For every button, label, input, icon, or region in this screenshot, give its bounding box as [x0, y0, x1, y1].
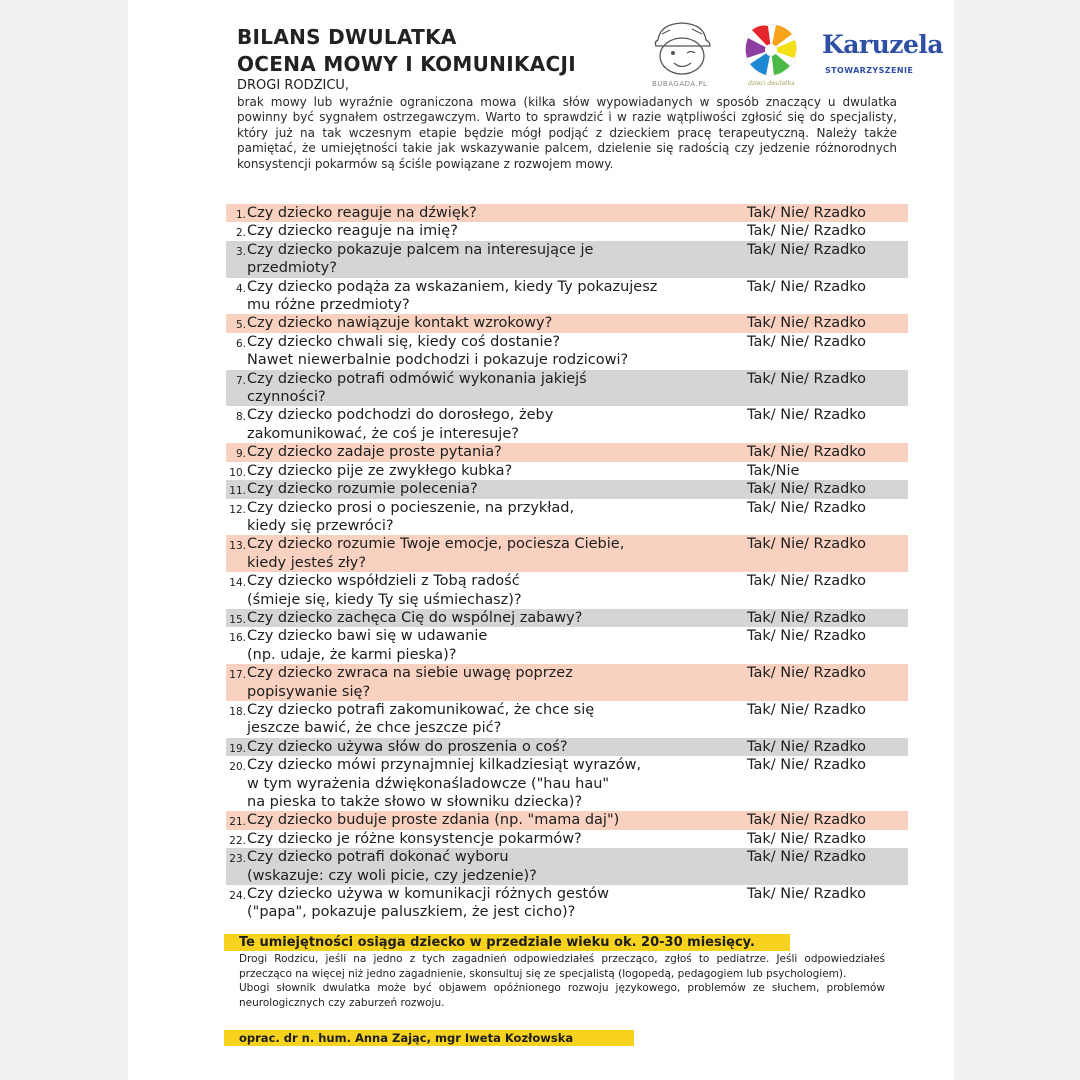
footer-note-consult: Drogi Rodzicu, jeśli na jedno z tych zagadnień odpowiedziałeś przecząco, zgłoś to pediatrze. Jeśli odpowiedziałeś przecząco na więcej niż jedno zagadnienie, skonsultuj się ze specjalistą (logopedą, pedagogiem lub psychologiem).: [239, 953, 885, 980]
question-number: 21.: [229, 816, 246, 829]
question-text: Czy dziecko buduje proste zdania (np. "mama daj"): [247, 812, 620, 829]
answer-options: Tak/ Nie/ Rzadko: [747, 481, 867, 498]
question-text: Czy dziecko zadaje proste pytania?: [247, 444, 502, 461]
question-number: 22.: [229, 834, 246, 847]
footer-note-vocabulary: Ubogi słownik dwulatka może być objawem opóźnionego rozwoju językowego, problemów ze słuchem, problemów neurologicznych czy zaburzeń rozwoju.: [239, 982, 885, 1009]
question-row: [226, 627, 908, 664]
question-text: Czy dziecko podchodzi do dorosłego, żeby zakomunikować, że coś je interesuje?: [247, 407, 554, 442]
answer-options: Tak/ Nie/ Rzadko: [747, 370, 867, 387]
question-row: [226, 443, 908, 461]
question-row: [226, 664, 908, 701]
question-row: [226, 811, 908, 829]
question-number: 1.: [235, 209, 246, 221]
page-subtitle: OCENA MOWY I KOMUNIKACJI: [237, 52, 576, 76]
bubagada-logo-label: BUBAGADA.PL: [652, 80, 708, 88]
question-text: Czy dziecko mówi przynajmniej kilkadziesiąt wyrazów, w tym wyrażenia dźwiękonaśladowcze ("hau hau" na pieska to także słowo w słowniku dziecka)?: [247, 757, 642, 810]
question-number: 23.: [229, 853, 246, 866]
answer-options: Tak/ Nie/ Rzadko: [747, 701, 867, 718]
question-row: [226, 314, 908, 332]
question-row: [226, 885, 908, 922]
question-text: Czy dziecko zwraca na siebie uwagę poprzez popisywanie się?: [247, 665, 573, 700]
question-number: 13.: [229, 540, 246, 553]
answer-options: Tak/ Nie/ Rzadko: [747, 665, 867, 682]
question-row: [226, 278, 908, 315]
answer-options: Tak/ Nie/ Rzadko: [747, 407, 867, 424]
question-row: [226, 848, 908, 885]
question-number: 19.: [229, 742, 246, 755]
question-text: Czy dziecko używa w komunikacji różnych gestów ("papa", pokazuje paluszkiem, że jest cicho)?: [247, 886, 609, 921]
question-number: 4.: [235, 282, 246, 295]
answer-options: Tak/ Nie/ Rzadko: [747, 849, 867, 866]
question-row: [226, 738, 908, 756]
answer-options: Tak/ Nie/ Rzadko: [747, 278, 867, 295]
question-text: Czy dziecko rozumie Twoje emocje, pociesza Ciebie, kiedy jesteś zły?: [247, 536, 625, 571]
question-text: Czy dziecko pokazuje palcem na interesujące je przedmioty?: [247, 241, 594, 277]
answer-options: Tak/ Nie/ Rzadko: [747, 241, 867, 258]
question-text: Czy dziecko reaguje na imię?: [247, 223, 458, 240]
question-text: Czy dziecko podąża za wskazaniem, kiedy Ty pokazujesz mu różne przedmioty?: [247, 278, 658, 314]
question-number: 5.: [235, 319, 246, 332]
question-row: [226, 204, 908, 222]
answer-options: Tak/ Nie/ Rzadko: [747, 738, 867, 755]
hands-logo-icon: [742, 22, 800, 78]
question-number: 16.: [229, 632, 246, 645]
question-text: Czy dziecko pije ze zwykłego kubka?: [247, 462, 513, 479]
hands-logo-label: dzieci dwulatka: [748, 80, 795, 87]
question-text: Czy dziecko prosi o pocieszenie, na przykład, kiedy się przewróci?: [247, 499, 575, 534]
author-credit: oprac. dr n. hum. Anna Zając, mgr Iweta Kozłowska: [239, 1031, 574, 1045]
question-text: Czy dziecko chwali się, kiedy coś dostanie? Nawet niewerbalnie podchodzi i pokazuje rodzicowi?: [247, 333, 629, 369]
question-text: Czy dziecko zachęca Cię do wspólnej zabawy?: [247, 609, 583, 626]
question-number: 11.: [229, 485, 246, 498]
intro-paragraph: brak mowy lub wyraźnie ograniczona mowa (kilka słów wypowiadanych w sposób znaczący u dwulatka powinny być sygnałem ostrzegawczym. Warto to sprawdzić i w razie wątpliwości zgłosić się do specjalisty, który już na tak wczesnym etapie będzie mógł podjąć z dzieckiem pracę terapeutyczną. Należy także pamiętać, że umiejętności takie jak wskazywanie palcem, dzielenie się radością czy jedzenie różnorodnych konsystencji pokarmów są ściśle powiązane z rozwojem mowy.: [237, 95, 897, 171]
question-number: 6.: [235, 337, 246, 350]
age-banner-text: Te umiejętności osiąga dziecko w przedziale wieku ok. 20-30 miesięcy.: [239, 935, 755, 950]
question-text: Czy dziecko potrafi zakomunikować, że chce się jeszcze bawić, że chce jeszcze pić?: [247, 701, 595, 737]
question-number: 2.: [235, 227, 246, 240]
question-row: [226, 535, 908, 572]
answer-options: Tak/ Nie/ Rzadko: [747, 536, 867, 553]
question-row: [226, 370, 908, 407]
answer-options: Tak/ Nie/ Rzadko: [747, 205, 867, 221]
question-row: [226, 701, 908, 738]
karuzela-logo-subtitle: STOWARZYSZENIE: [825, 66, 914, 75]
question-row: [226, 572, 908, 609]
question-number: 9.: [235, 448, 246, 461]
question-text: Czy dziecko potrafi dokonać wyboru (wskazuje: czy woli picie, czy jedzenie)?: [247, 849, 537, 884]
question-row: [226, 462, 908, 480]
question-number: 18.: [229, 705, 246, 718]
question-text: Czy dziecko rozumie polecenia?: [247, 481, 478, 498]
question-row: [226, 480, 908, 498]
answer-options: Tak/ Nie/ Rzadko: [747, 812, 867, 829]
answer-options: Tak/ Nie/ Rzadko: [747, 444, 867, 461]
question-number: 14.: [229, 577, 246, 590]
question-number: 8.: [235, 411, 246, 424]
question-number: 12.: [229, 503, 246, 516]
answer-options: Tak/Nie: [747, 462, 800, 479]
question-number: 3.: [235, 245, 246, 258]
question-text: Czy dziecko je różne konsystencje pokarmów?: [247, 830, 582, 847]
answer-options: Tak/ Nie/ Rzadko: [747, 830, 867, 847]
bubagada-logo-icon: [648, 20, 718, 76]
question-row: [226, 222, 908, 240]
question-number: 20.: [229, 761, 246, 774]
question-row: [226, 333, 908, 370]
karuzela-logo: Karuzela: [822, 30, 944, 59]
question-text: Czy dziecko reaguje na dźwięk?: [247, 205, 477, 221]
question-row: [226, 609, 908, 627]
answer-options: Tak/ Nie/ Rzadko: [747, 757, 867, 774]
question-number: 7.: [235, 374, 246, 387]
answer-options: Tak/ Nie/ Rzadko: [747, 609, 867, 626]
answer-options: Tak/ Nie/ Rzadko: [747, 223, 867, 240]
answer-options: Tak/ Nie/ Rzadko: [747, 499, 867, 516]
question-text: Czy dziecko potrafi odmówić wykonania jakiejś czynności?: [247, 370, 587, 406]
question-number: 10.: [229, 466, 246, 479]
question-row: [226, 406, 908, 443]
question-text: Czy dziecko używa słów do proszenia o coś?: [247, 738, 568, 755]
question-row: [226, 499, 908, 536]
question-text: Czy dziecko współdzieli z Tobą radość (śmieje się, kiedy Ty się uśmiechasz)?: [247, 573, 522, 608]
footer-notes: [239, 952, 885, 1010]
answer-options: Tak/ Nie/ Rzadko: [747, 315, 867, 332]
page-title: BILANS DWULATKA: [237, 25, 457, 49]
questions-table: [226, 204, 908, 922]
answer-options: Tak/ Nie/ Rzadko: [747, 333, 867, 350]
greeting: DROGI RODZICU,: [237, 78, 350, 93]
question-row: [226, 830, 908, 848]
question-row: [226, 241, 908, 278]
question-number: 24.: [229, 890, 246, 903]
question-number: 15.: [229, 613, 246, 626]
question-number: 17.: [229, 669, 246, 682]
question-text: Czy dziecko bawi się w udawanie (np. udaje, że karmi pieska)?: [247, 628, 488, 663]
answer-options: Tak/ Nie/ Rzadko: [747, 573, 867, 590]
answer-options: Tak/ Nie/ Rzadko: [747, 886, 867, 903]
question-row: [226, 756, 908, 811]
question-text: Czy dziecko nawiązuje kontakt wzrokowy?: [247, 315, 553, 332]
answer-options: Tak/ Nie/ Rzadko: [747, 628, 867, 645]
